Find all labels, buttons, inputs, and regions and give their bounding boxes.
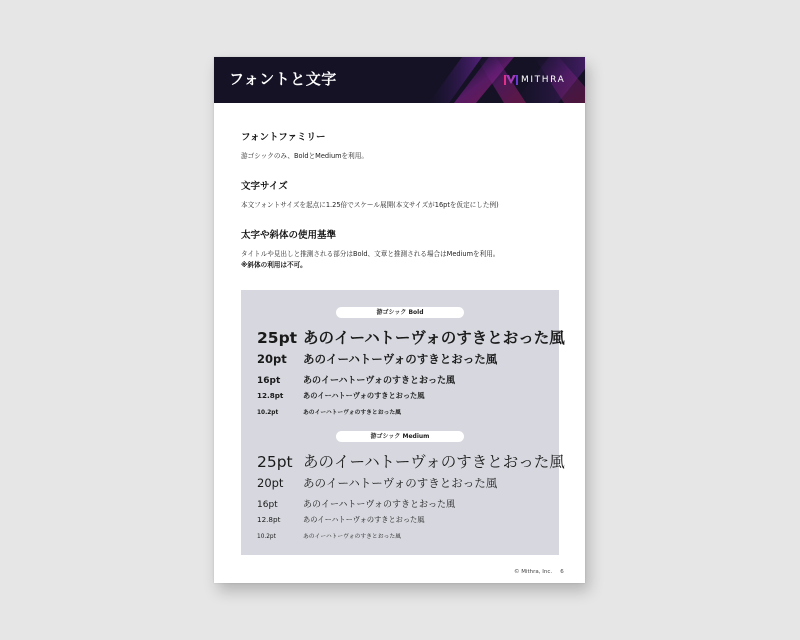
document-page (214, 57, 585, 583)
sample-text: あのイーハトーヴォのすきとおった風 (303, 329, 565, 347)
brand-logo (504, 72, 565, 88)
sample-row (257, 475, 497, 491)
brand-name: MITHRA (521, 75, 566, 85)
weight-label-medium: 游ゴシック Medium (336, 431, 464, 442)
sample-text: あのイーハトーヴォのすきとおった風 (303, 453, 565, 471)
section-font-size (241, 178, 499, 211)
section-heading: 文字サイズ (241, 181, 288, 192)
sample-size-label: 12.8pt (257, 515, 281, 524)
sample-row (257, 515, 424, 525)
sample-text: あのイーハトーヴォのすきとおった風 (303, 476, 498, 490)
sample-size-label: 25pt (257, 329, 298, 347)
sample-row (257, 326, 565, 348)
sample-size-label: 20pt (257, 352, 287, 366)
sample-text: あのイーハトーヴォのすきとおった風 (303, 376, 456, 386)
sample-row (257, 497, 455, 510)
section-body: 游ゴシックのみ、BoldとMediumを利用。 (241, 152, 368, 160)
section-heading: 太字や斜体の使用基準 (241, 230, 337, 241)
section-heading: フォントファミリー (241, 132, 326, 143)
sample-row (257, 373, 455, 386)
sample-text: あのイーハトーヴォのすきとおった風 (303, 500, 456, 510)
section-note: ※斜体の利用は不可。 (241, 261, 307, 269)
sample-row (257, 450, 565, 472)
sample-size-label: 10.2pt (257, 534, 276, 540)
sample-row (257, 531, 401, 540)
sample-row (257, 407, 401, 416)
sample-row (257, 351, 497, 367)
page-number: 6 (560, 569, 564, 575)
sample-size-label: 10.2pt (257, 410, 279, 416)
sample-size-label: 25pt (257, 453, 293, 471)
sample-text: あのイーハトーヴォのすきとおった風 (303, 391, 425, 400)
page-header (214, 57, 585, 103)
section-body: 本文フォントサイズを起点に1.25倍でスケール展開(本文サイズが16ptを仮定にした例) (241, 201, 499, 209)
sample-text: あのイーハトーヴォのすきとおった風 (303, 534, 401, 540)
sample-size-label: 20pt (257, 476, 284, 490)
footer-copyright: © Mithra, Inc. (514, 569, 553, 575)
section-body: タイトルや見出しと推測される部分はBold、文章と推測される場合はMediumを利用。 (241, 250, 500, 258)
section-font-family (241, 129, 368, 162)
page-footer (514, 569, 564, 575)
sample-text: あのイーハトーヴォのすきとおった風 (303, 410, 401, 416)
weight-label-bold: 游ゴシック Bold (336, 307, 464, 318)
sample-size-label: 16pt (257, 376, 281, 386)
sample-text: あのイーハトーヴォのすきとおった風 (303, 515, 425, 524)
page-title: フォントと文字 (229, 70, 337, 88)
sample-size-label: 16pt (257, 500, 278, 510)
sample-size-label: 12.8pt (257, 391, 284, 400)
type-sample-panel (241, 290, 565, 555)
brand-mark-icon (504, 73, 518, 87)
sample-row (257, 391, 424, 401)
sample-text: あのイーハトーヴォのすきとおった風 (303, 352, 498, 366)
section-weight-rules (241, 227, 499, 271)
